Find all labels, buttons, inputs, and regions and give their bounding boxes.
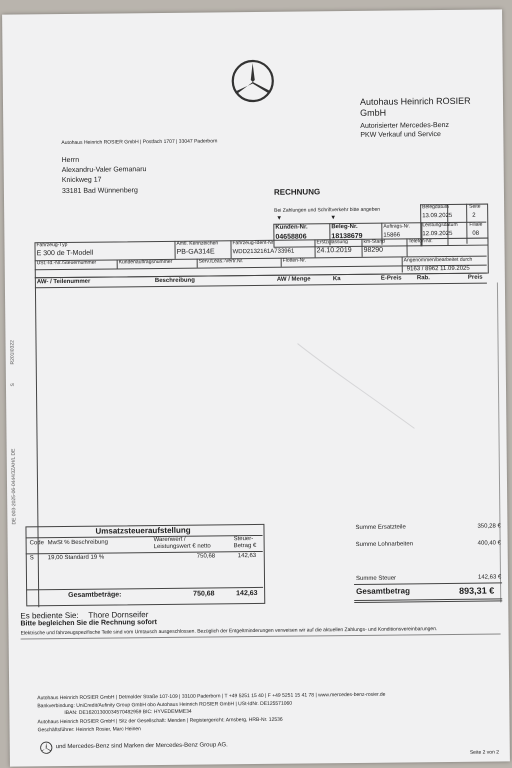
- col-beschreibung: Beschreibung: [154, 277, 195, 285]
- payment-note: Bei Zahlungen und Schriftverkehr bitte angeben: [274, 206, 381, 214]
- col-aw-teilenummer: AW- / Teilenummer: [36, 278, 91, 286]
- seite-value: 2: [472, 212, 476, 219]
- margin-code-3: DE 003-2025-06-0444/3ZAH/L DE: [10, 448, 18, 525]
- tax-total-netto: 750,68: [193, 590, 215, 598]
- company-name-suffix: GmbH: [360, 107, 387, 118]
- summe-ersatzteile-label: Summe Ersatzteile: [355, 524, 406, 531]
- footer-management: Geschäftsführer: Heinrich Rosier, Marc Heinen: [37, 726, 141, 734]
- fahrzeug-typ-value: E 300 de T-Modell: [36, 249, 94, 258]
- served-by-label: Es bediente Sie:: [20, 610, 79, 621]
- company-name: Autohaus Heinrich ROSIER: [359, 95, 471, 107]
- paper-crease: [296, 340, 417, 431]
- kundenauftrag-label: Kundenauftragsnummer: [118, 258, 173, 266]
- kennzeichen-value: PB-GA314E: [176, 248, 215, 256]
- kunden-nr-value: 04658806: [275, 233, 307, 241]
- pay-immediately-note: Bitte begleichen Sie die Rechnung sofort: [20, 619, 158, 628]
- page-number: Seite 2 von 2: [469, 749, 500, 756]
- serv-leas-label: Serv./Leas.-Vertr.Nr.: [198, 258, 244, 265]
- gesamtbetrag-value: 893,31 €: [459, 585, 495, 596]
- footer-address: Autohaus Heinrich ROSIER GmbH | Detmolder Straße 107-109 | 33100 Paderborn | T +49 5251 15 40 | F +49 5251 15 41 78 | www.mercedes-benz-rosier.de: [37, 691, 386, 702]
- tax-row-code: S: [29, 555, 34, 562]
- belegdatum-label: Belegdatum: [422, 203, 449, 211]
- summe-lohnarbeiten-label: Summe Lohnarbeiten: [355, 541, 414, 548]
- flotten-label: Flotten-Nr.: [282, 257, 307, 264]
- sender-line: Autohaus Heinrich ROSIER GmbH | Postfach 1707 | 33047 Paderborn: [61, 138, 218, 147]
- beleg-nr-value: 18138679: [331, 232, 363, 241]
- ident-nr-value: WDD2132161A733961: [232, 248, 295, 256]
- leistungsdatum-label: Leistungsdatum: [422, 221, 458, 229]
- recipient-street: Knickweg 17: [61, 176, 102, 185]
- recipient-name: Alexandru-Valer Gemanaru: [61, 166, 147, 175]
- served-by-name: Thore Dornseifer: [88, 610, 149, 620]
- tax-summary-title: Umsatzsteueraufstellung: [95, 525, 191, 536]
- mercedes-star-small-icon: [40, 741, 53, 754]
- leistungsdatum-value: 12.09.2025: [422, 230, 453, 238]
- angenommen-label: Angenommen/bearbeitet durch: [403, 256, 473, 264]
- km-stand-label: km-Stand: [363, 238, 385, 245]
- summe-steuer-label: Summe Steuer: [355, 575, 397, 582]
- kennzeichen-label: Amtl. Kennzeichen: [176, 240, 219, 247]
- erstzulassung-value: 24.10.2019: [316, 246, 352, 255]
- footer-bank: Bankverbindung: UniCredit/Aufinity Group GmbH obo Autohaus Heinrich ROSIER GmbH | USt-IdNr. DE125571060: [37, 700, 293, 710]
- auftrags-nr-value: 15866: [383, 232, 401, 239]
- invoice-page: Autohaus Heinrich ROSIER GmbH Autorisierter Mercedes-Benz PKW Verkauf und Service Autohaus Heinrich ROSIER GmbH | Postfach 1707 | 33047 Paderborn Herrn Alexandru-Valer Gemanaru Knickweg 17 33181 Bad Wünnenberg RECHNUNG Bei Zahlungen und Schriftverkehr bitte angeben Belegdatum 13.09.2025 Seite 2 Leistungsdatum 12.09.2025 Filiale 08 ▼ ▼ Kunden-Nr. 04658806 Beleg-Nr. 18138679 Auftrags-Nr. 15866 Fahrzeug-Typ E 300 de T-Modell Amtl. Kennzeichen PB-GA314E Fahrzeug-Ident-Nr. WDD2132161A733961 Erstzulassung 24.10.2019 km-Stand 98290 Telefon-Nr. USt.-Id.-Nr./Steuernummer Kundenauftragsnummer Serv./Leas.-Vertr.Nr. Flotten-Nr. Angenommen/bearbeitet durch 9163 / 8962 11.09.2025 AW- / Teilenummer Beschreibung AW / Menge Ka E-Preis Rab. Preis R201I0322 S DE 003-2025-06-0444/3ZAH/L DE Umsatzsteueraufstellung Code MwSt % Beschreibung Warenwert / Leistungswert € netto Steuer- Betrag € S 19,00 Standard 19 % 750,68 142,63 Gesamtbeträge: 750,68 142,63 Summe Ersatzteile 350,28 € Summe Lohnarbeiten 400,40 € Summe Steuer 142,63 € Gesamtbetrag 893,31 € Es bediente Sie: Thore Dornseifer Bitte begleichen Sie die Rechnung sofort Elektrische und fahrzeugspezifische Teile sind vom Umtausch ausgeschlossen. Bezüglich der Entgeltminderungen verweisen wir auf die aktuellen Zahlungs- und Konditionsvereinbarungen. Autohaus Heinrich ROSIER GmbH | Detmolder Straße 107-109 | 33100 Paderborn | T +49 5251 15 40 | F +49 5251 15 41 78 | www.mercedes-benz-rosier.de Bankverbindung: UniCredit/Aufinity Group GmbH obo Autohaus Heinrich ROSIER GmbH | USt-IdNr. DE125571060 IBAN: DE16201300034570482959 BIC: HYVEDEMME34 Autohaus Heinrich ROSIER GmbH | Sitz der Gesellschaft: Menden | Registergericht: Arnsberg, HRB-Nr. 12536 Geschäftsführer: Heinrich Rosier, Marc Heinen und Mercedes-Benz sind Marken der Mercedes-Benz Group AG. Seite 2 von 2: [2, 9, 510, 766]
- angenommen-value: 9163 / 8962 11.09.2025: [406, 265, 470, 273]
- tax-col-steuer-2: Betrag €: [233, 543, 257, 550]
- filiale-value: 08: [472, 230, 480, 237]
- tax-col-warenwert-1: Warenwert /: [153, 536, 186, 544]
- ident-nr-label: Fahrzeug-Ident-Nr.: [232, 239, 275, 247]
- tax-col-warenwert-2: Leistungswert € netto: [153, 543, 211, 551]
- col-ka: Ka: [332, 276, 341, 283]
- seite-label: Seite: [469, 203, 481, 210]
- erstzulassung-label: Erstzulassung: [316, 239, 348, 246]
- tax-row-steuer: 142,63: [237, 553, 257, 560]
- col-epreis: E-Preis: [380, 275, 402, 282]
- footer-register: Autohaus Heinrich ROSIER GmbH | Sitz der Gesellschaft: Menden | Registergericht: Arnsberg, HRB-Nr. 12536: [37, 716, 283, 726]
- auftrags-nr-label: Auftrags-Nr.: [383, 223, 411, 230]
- document-title: RECHNUNG: [273, 187, 321, 197]
- recipient-salutation: Herrn: [61, 156, 80, 165]
- kunden-nr-label: Kunden-Nr.: [275, 224, 308, 231]
- beleg-nr-label: Beleg-Nr.: [331, 223, 358, 231]
- belegdatum-value: 13.09.2025: [422, 212, 453, 220]
- tax-col-mwst: MwSt % Beschreibung: [47, 539, 109, 547]
- tax-col-code: Code: [29, 540, 44, 547]
- summe-steuer-value: 142,63 €: [477, 574, 502, 581]
- col-rab: Rab.: [416, 275, 430, 282]
- km-stand-value: 98290: [363, 246, 384, 254]
- summe-ersatzteile-value: 350,28 €: [477, 523, 501, 530]
- tax-total-steuer: 142,63: [236, 589, 258, 598]
- footer-iban: IBAN: DE16201300034570482959 BIC: HYVEDEMME34: [64, 708, 192, 717]
- mercedes-star-logo-icon: [230, 58, 276, 104]
- legal-note: Elektrische und fahrzeugspezifische Teile sind vom Umtausch ausgeschlossen. Bezüglich der Entgeltminderungen verweisen wir auf die aktuellen Zahlungs- und Konditionsvereinbarungen.: [20, 626, 438, 637]
- ust-id-label: USt.-Id.-Nr./Steuernummer: [36, 259, 97, 267]
- company-tagline-2: PKW Verkauf und Service: [360, 131, 441, 139]
- col-aw-menge: AW / Menge: [276, 276, 311, 283]
- tax-total-label: Gesamtbeträge:: [68, 591, 122, 599]
- telefon-label: Telefon-Nr.: [408, 238, 433, 245]
- tax-row-netto: 750,68: [196, 553, 216, 560]
- col-preis: Preis: [467, 274, 483, 281]
- tax-row-desc: 19,00 Standard 19 %: [47, 554, 105, 562]
- margin-code-2: S: [9, 383, 16, 387]
- summe-lohnarbeiten-value: 400,40 €: [477, 540, 502, 547]
- footer-brand-note: und Mercedes-Benz sind Marken der Mercedes-Benz Group AG.: [55, 742, 228, 751]
- fahrzeug-typ-label: Fahrzeug-Typ: [36, 241, 68, 249]
- tax-col-steuer-1: Steuer-: [233, 536, 254, 543]
- margin-code-1: R201I0322: [9, 340, 16, 365]
- company-tagline: Autorisierter Mercedes-Benz: [360, 121, 450, 130]
- recipient-city: 33181 Bad Wünnenberg: [61, 187, 138, 196]
- gesamtbetrag-label: Gesamtbetrag: [356, 586, 410, 596]
- filiale-label: Filiale: [469, 221, 483, 228]
